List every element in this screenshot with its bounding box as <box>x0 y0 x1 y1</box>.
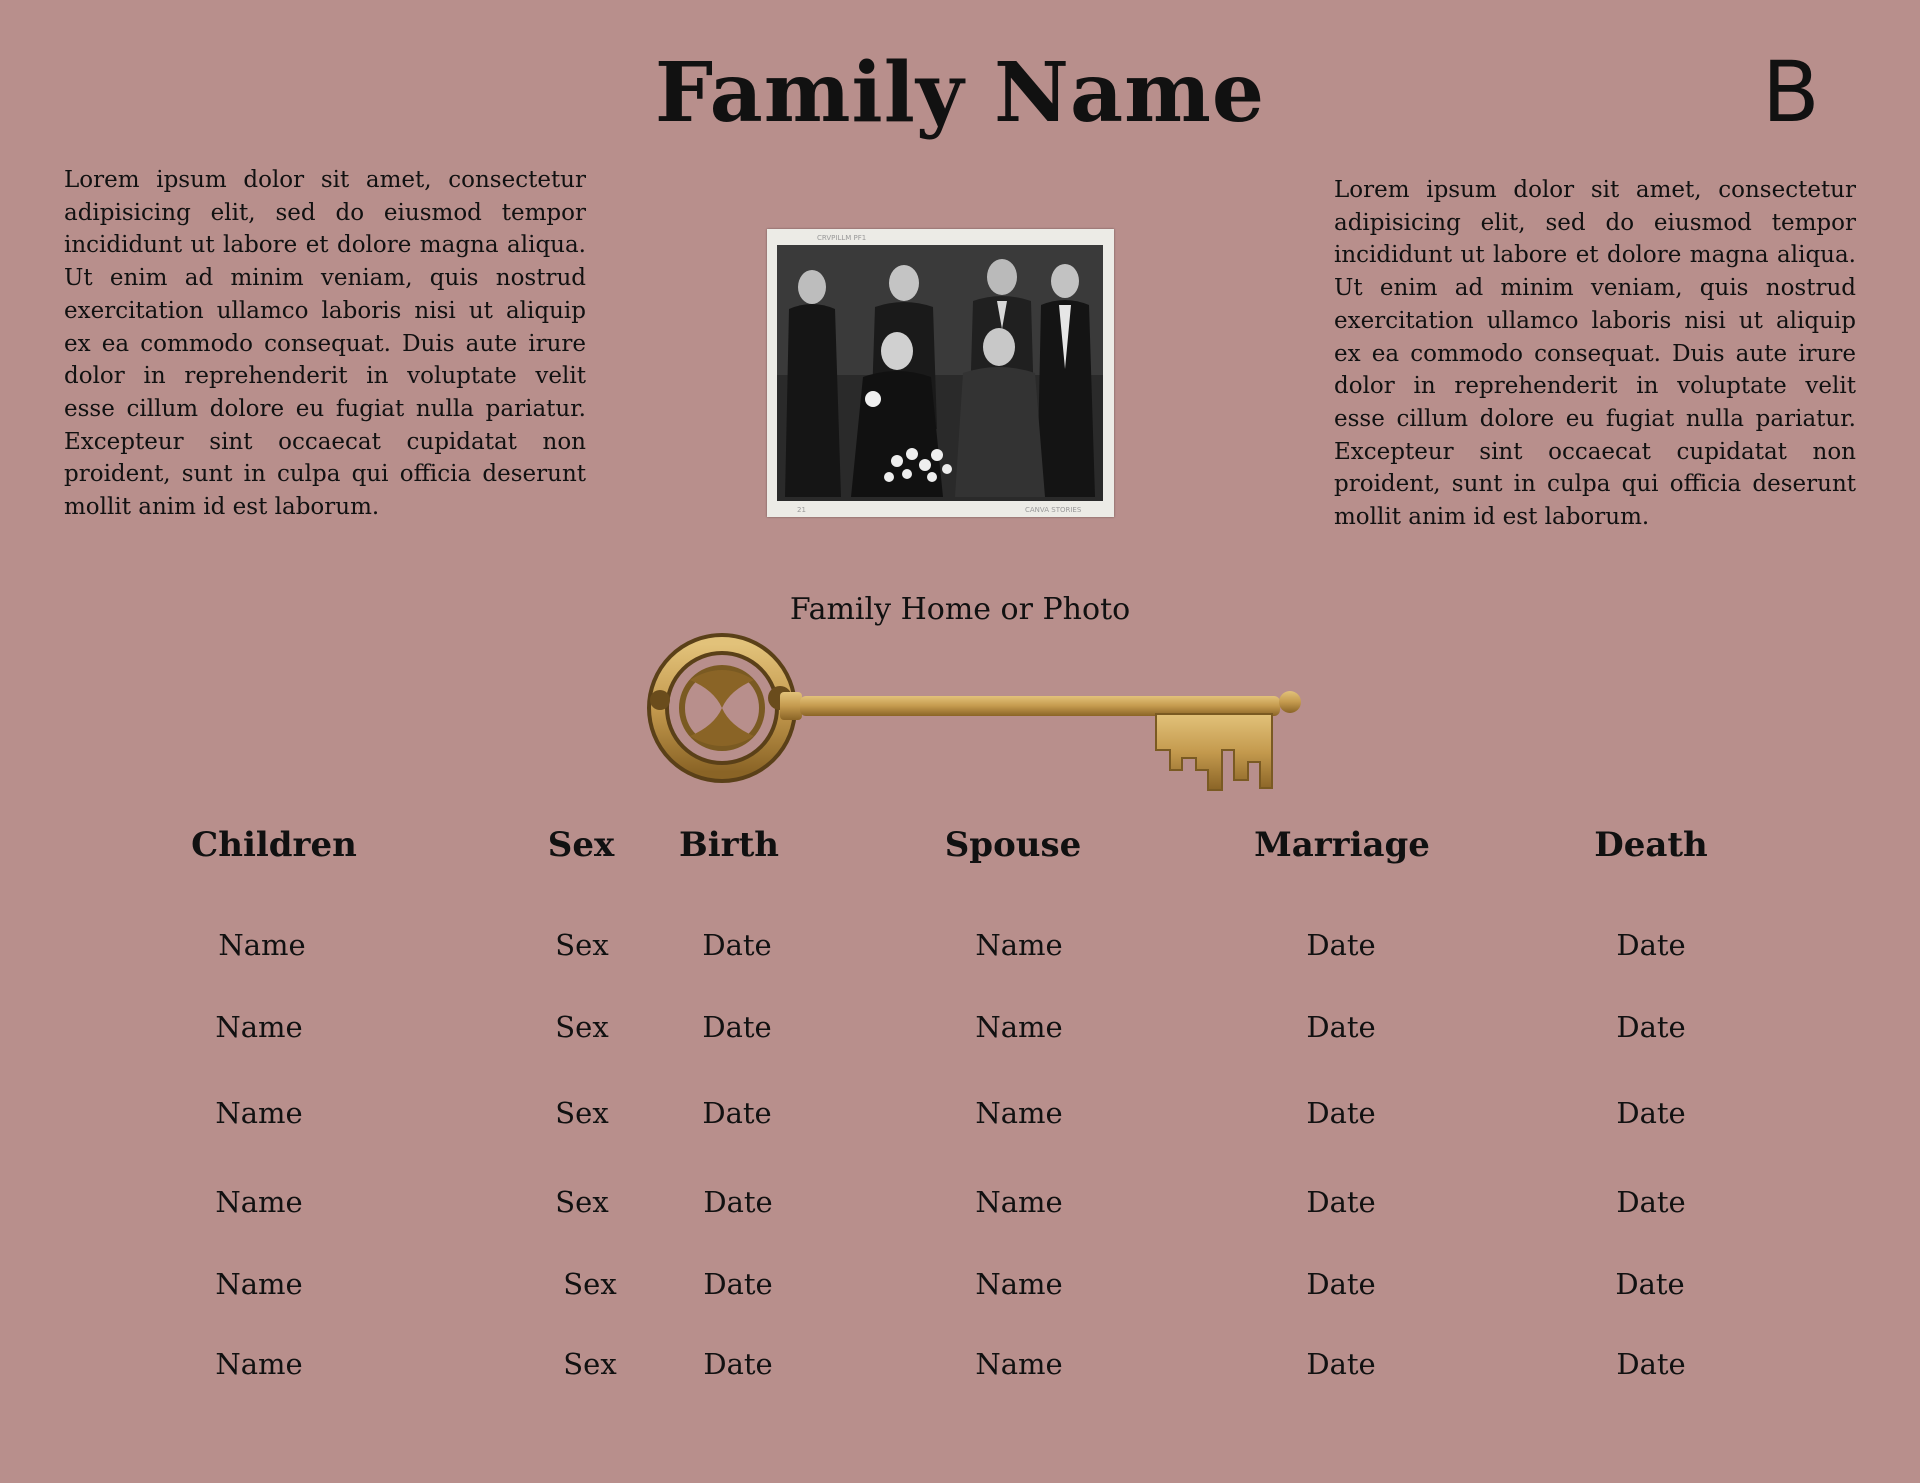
table-cell-marriage: Date <box>1306 1010 1376 1044</box>
photo-mark-top: CRVPILLM PF1 <box>817 234 867 242</box>
table-cell-marriage: Date <box>1306 1347 1376 1381</box>
table-cell-birth: Date <box>702 928 772 962</box>
photo-mark-bottom-left: 21 <box>797 506 806 514</box>
table-cell-spouse: Name <box>975 928 1063 962</box>
table-header-death: Death <box>1594 825 1708 865</box>
table-cell-spouse: Name <box>975 1185 1063 1219</box>
table-cell-birth: Date <box>703 1267 773 1301</box>
table-cell-marriage: Date <box>1306 928 1376 962</box>
table-cell-birth: Date <box>702 1010 772 1044</box>
table-cell-sex: Sex <box>563 1267 617 1301</box>
table-cell-marriage: Date <box>1306 1185 1376 1219</box>
table-cell-marriage: Date <box>1306 1096 1376 1130</box>
photo-caption: Family Home or Photo <box>789 592 1131 627</box>
table-cell-death: Date <box>1616 1010 1686 1044</box>
table-cell-sex: Sex <box>555 928 609 962</box>
page-title: Family Name <box>654 45 1266 141</box>
table-cell-birth: Date <box>703 1185 773 1219</box>
ornate-key-icon <box>630 620 1310 804</box>
table-header-birth: Birth <box>679 825 779 865</box>
table-cell-sex: Sex <box>555 1096 609 1130</box>
table-cell-birth: Date <box>703 1347 773 1381</box>
table-cell-sex: Sex <box>555 1010 609 1044</box>
table-cell-child-name: Name <box>215 1185 303 1219</box>
table-cell-death: Date <box>1616 1185 1686 1219</box>
table-cell-death: Date <box>1616 1096 1686 1130</box>
photo-mark-bottom-right: CANVA STORIES <box>1025 506 1082 514</box>
family-photo <box>767 229 1114 517</box>
table-cell-spouse: Name <box>975 1347 1063 1381</box>
table-cell-spouse: Name <box>975 1096 1063 1130</box>
table-cell-death: Date <box>1616 1347 1686 1381</box>
table-header-marriage: Marriage <box>1254 825 1430 865</box>
table-cell-spouse: Name <box>975 1010 1063 1044</box>
intro-text-right: Lorem ipsum dolor sit amet, consectetur adipisicing elit, sed do eiusmod tempor incididunt ut labore et dolore magna aliqua. Ut enim ad minim veniam, quis nostrud exercitation ullamco laboris nisi ut aliquip ex ea commodo consequat. Duis aute irure dolor in reprehenderit in voluptate velit esse cillum dolore eu fugiat nulla pariatur. Excepteur sint occaecat cupidatat non proident, sunt in culpa qui officia deserunt mollit anim id est laborum. <box>1334 177 1856 531</box>
table-cell-child-name: Name <box>218 928 306 962</box>
intro-text-left: Lorem ipsum dolor sit amet, consectetur adipisicing elit, sed do eiusmod tempor incididunt ut labore et dolore magna aliqua. Ut enim ad minim veniam, quis nostrud exercitation ullamco laboris nisi ut aliquip ex ea commodo consequat. Duis aute irure dolor in reprehenderit in voluptate velit esse cillum dolore eu fugiat nulla pariatur. Excepteur sint occaecat cupidatat non proident, sunt in culpa qui officia deserunt mollit anim id est laborum. <box>64 167 586 521</box>
table-header-children: Children <box>191 825 357 865</box>
table-cell-death: Date <box>1616 928 1686 962</box>
table-cell-spouse: Name <box>975 1267 1063 1301</box>
table-header-spouse: Spouse <box>944 825 1082 865</box>
table-cell-child-name: Name <box>215 1347 303 1381</box>
table-cell-child-name: Name <box>215 1010 303 1044</box>
page-letter: B <box>1762 43 1820 141</box>
table-cell-child-name: Name <box>215 1096 303 1130</box>
table-cell-child-name: Name <box>215 1267 303 1301</box>
table-header-sex: Sex <box>547 825 615 865</box>
table-cell-marriage: Date <box>1306 1267 1376 1301</box>
table-cell-sex: Sex <box>563 1347 617 1381</box>
table-cell-sex: Sex <box>555 1185 609 1219</box>
table-cell-birth: Date <box>702 1096 772 1130</box>
table-cell-death: Date <box>1615 1267 1685 1301</box>
